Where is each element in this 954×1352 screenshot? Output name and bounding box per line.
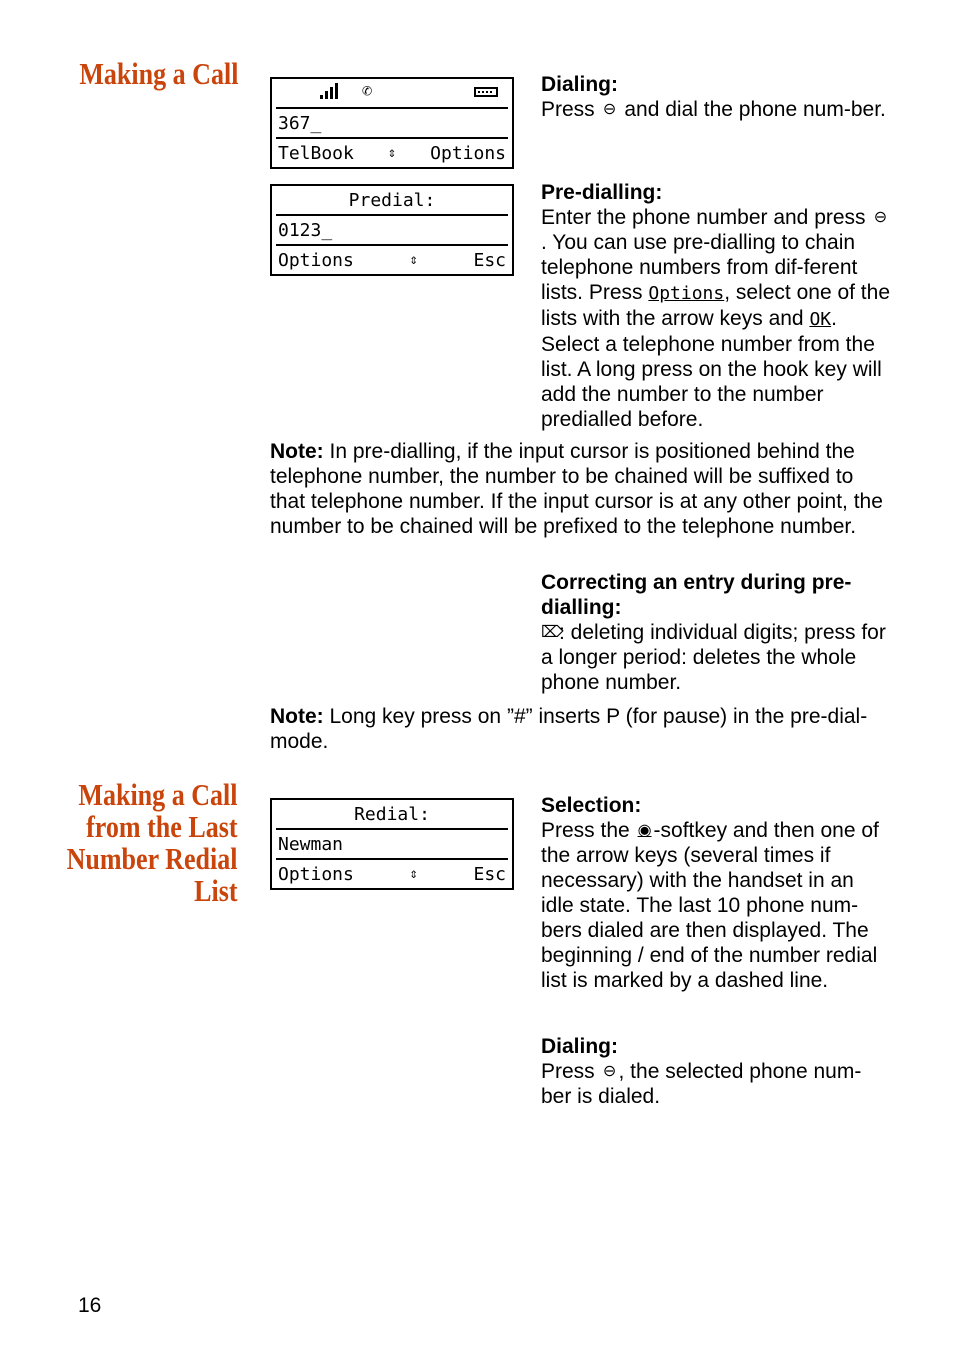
note-pause — [270, 704, 885, 754]
arrow-keys-icon: ⇕ — [387, 145, 397, 161]
section-title: Dialing: — [541, 73, 618, 96]
options-softkey-label: Options — [648, 283, 725, 304]
body-text: Enter the phone number and press — [541, 206, 872, 229]
section-title: Correcting an entry during pre-dialling: — [541, 571, 852, 619]
arrow-keys-icon: ⇕ — [409, 866, 418, 882]
heading-redial-list — [67, 779, 238, 907]
softkey-options[interactable]: Options — [278, 249, 354, 271]
softkey-esc[interactable]: Esc — [473, 863, 506, 885]
status-bar — [276, 79, 508, 109]
display-redial — [270, 798, 514, 890]
page-number: 16 — [78, 1294, 102, 1317]
section-dialing-redial — [541, 1034, 891, 1109]
body-text: and dial the phone num-ber. — [618, 98, 886, 121]
hook-key-icon: ⊖ — [602, 101, 617, 118]
section-selection — [541, 793, 891, 993]
body-text: Press the — [541, 819, 636, 842]
softkey-options[interactable]: Options — [430, 142, 506, 164]
display-predial — [270, 184, 514, 276]
softkey-esc[interactable]: Esc — [473, 249, 506, 271]
note-label: Note: — [270, 705, 324, 728]
number-input-line — [276, 109, 508, 139]
hook-key-icon: ⊖ — [873, 209, 888, 226]
ok-softkey-label: OK — [809, 309, 832, 330]
section-title: Selection: — [541, 794, 642, 817]
section-dialing — [541, 72, 891, 122]
body-text: Press — [541, 98, 601, 121]
note-text: In pre-dialling, if the input cursor is positioned behind the telephone number, the number to be chained will be suffixed to that telephone number. If the input cursor is at any other point, the number to be chained will be prefixed to the telephone number. — [270, 440, 883, 538]
body-text: . You can use pre-dialling to chain telephone numbers from dif-ferent lists. Press — [541, 231, 858, 304]
phone-icon: ✆ — [362, 81, 373, 101]
display-idle-dialing — [270, 77, 514, 169]
body-text: -softkey and then one of the arrow keys (several times if necessary) with the handset in an idle state. The last 10 phone num-bers dialed are then displayed. The beginning / end of the number redial list is marked by a dashed line. — [541, 819, 879, 992]
number-input-line — [276, 216, 508, 246]
heading-line: Making a Call — [78, 777, 238, 812]
display-title — [276, 800, 508, 830]
battery-icon — [474, 87, 498, 97]
section-title: Pre-dialling: — [541, 181, 663, 204]
softkey-telbook[interactable]: TelBook — [278, 142, 354, 164]
heading-line: from the Last — [86, 809, 239, 844]
redial-entry: Newman — [278, 833, 344, 855]
note-predialling — [270, 439, 885, 539]
heading-line: List — [194, 873, 238, 908]
display-title — [276, 186, 508, 216]
softkey-bar — [272, 860, 512, 888]
redial-softkey-icon: ◉ — [637, 822, 652, 839]
body-text: , select one of the lists with the arrow keys and — [541, 281, 890, 330]
display-title-text: Predial: — [348, 189, 436, 211]
body-text: . Select a telephone number from the list. A long press on the hook key will add the number to the number predialled before. — [541, 307, 882, 431]
section-predialling — [541, 180, 891, 432]
heading-line: Number Redial — [67, 841, 238, 876]
body-text: : deleting individual digits; press for a longer period: deletes the whole phone number. — [541, 621, 886, 694]
section-title: Dialing: — [541, 1035, 618, 1058]
softkey-bar — [272, 246, 512, 274]
section-correcting — [541, 570, 891, 695]
signal-icon — [320, 83, 338, 99]
redial-entry-line — [276, 830, 508, 860]
dialed-number: 367_ — [278, 112, 322, 134]
note-text: Long key press on ”#” inserts P (for pause) in the pre-dial-mode. — [270, 705, 868, 753]
delete-key-icon: ⌦ — [541, 624, 564, 641]
softkey-options[interactable]: Options — [278, 863, 354, 885]
softkey-bar — [272, 139, 512, 167]
display-title-text: Redial: — [354, 803, 430, 825]
hook-key-icon: ⊖ — [602, 1063, 617, 1080]
body-text: Press — [541, 1060, 601, 1083]
heading-making-a-call: Making a Call — [78, 56, 238, 91]
body-text: , the selected phone num-ber is dialed. — [541, 1060, 862, 1108]
arrow-keys-icon: ⇕ — [409, 252, 418, 268]
predial-number: 0123_ — [278, 219, 333, 241]
note-label: Note: — [270, 440, 324, 463]
